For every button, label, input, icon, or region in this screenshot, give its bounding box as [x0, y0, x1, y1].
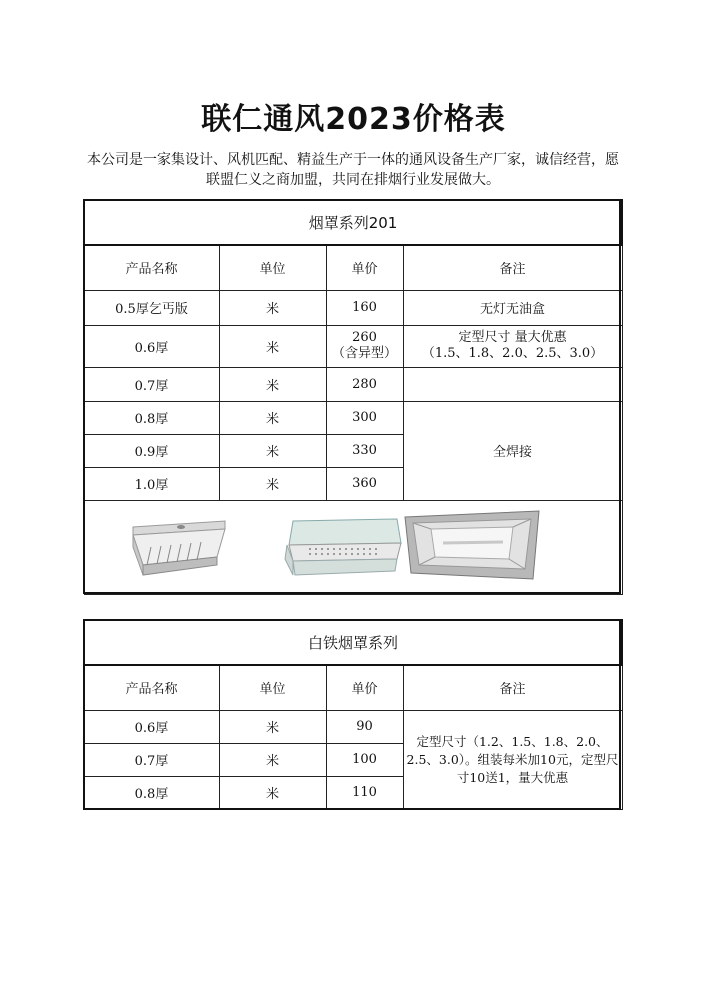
cell-note: 无灯无油盒 [403, 290, 622, 325]
cell-price: 110 [326, 776, 403, 809]
cell-note [403, 367, 622, 401]
cell-unit: 米 [219, 743, 326, 776]
cell-name: 0.7厚 [84, 743, 219, 776]
cell-name: 0.6厚 [84, 325, 219, 367]
header-unit: 单位 [219, 665, 326, 710]
price-table-white-iron [83, 619, 623, 810]
cell-price [326, 325, 403, 367]
header-note: 备注 [403, 245, 622, 290]
section-title: 白铁烟罩系列 [84, 620, 622, 665]
cell-name: 0.6厚 [84, 710, 219, 743]
header-product-name: 产品名称 [84, 245, 219, 290]
cell-unit: 米 [219, 401, 326, 434]
table-row [84, 367, 622, 401]
table-row [84, 290, 622, 325]
cell-name: 0.8厚 [84, 776, 219, 809]
section-title: 烟罩系列201 [84, 200, 622, 245]
cell-price: 160 [326, 290, 403, 325]
price-note: （含异型） [331, 346, 397, 361]
price-table-201 [83, 199, 623, 595]
cell-price: 100 [326, 743, 403, 776]
page-title: 联仁通风2023价格表 [201, 102, 506, 137]
price-value: 260 [352, 330, 377, 345]
cell-unit: 米 [219, 367, 326, 401]
range-hood-image-1 [129, 517, 229, 579]
cell-unit: 米 [219, 325, 326, 367]
cell-name: 0.7厚 [84, 367, 219, 401]
range-hood-image-3 [403, 507, 543, 583]
table-row [84, 710, 622, 743]
header-product-name: 产品名称 [84, 665, 219, 710]
cell-merged-note: 全焊接 [403, 401, 622, 500]
table-row [84, 401, 622, 434]
range-hood-image-2 [279, 515, 403, 581]
cell-note [403, 325, 622, 367]
header-price: 单价 [326, 665, 403, 710]
header-price: 单价 [326, 245, 403, 290]
cell-name: 0.8厚 [84, 401, 219, 434]
note-line-1: 定型尺寸 量大优惠 [458, 330, 567, 345]
cell-unit: 米 [219, 710, 326, 743]
cell-price: 300 [326, 401, 403, 434]
company-intro: 本公司是一家集设计、风机匹配、精益生产于一体的通风设备生产厂家，诚信经营，愿联盟仁义之商加盟，共同在排烟行业发展做大。 [87, 152, 619, 188]
header-unit: 单位 [219, 245, 326, 290]
table-row [84, 325, 622, 367]
cell-price: 360 [326, 467, 403, 500]
cell-unit: 米 [219, 290, 326, 325]
cell-price: 90 [326, 710, 403, 743]
cell-price: 330 [326, 434, 403, 467]
note-line-2: （1.5、1.8、2.0、2.5、3.0） [421, 346, 604, 361]
header-note: 备注 [403, 665, 622, 710]
cell-unit: 米 [219, 434, 326, 467]
cell-name: 1.0厚 [84, 467, 219, 500]
cell-unit: 米 [219, 776, 326, 809]
cell-price: 280 [326, 367, 403, 401]
cell-merged-note: 定型尺寸（1.2、1.5、1.8、2.0、2.5、3.0）。组装每米加10元，定型尺寸10送1，量大优惠 [403, 710, 622, 809]
cell-name: 0.5厚乞丐版 [84, 290, 219, 325]
product-images-row [84, 500, 622, 594]
cell-name: 0.9厚 [84, 434, 219, 467]
cell-unit: 米 [219, 467, 326, 500]
